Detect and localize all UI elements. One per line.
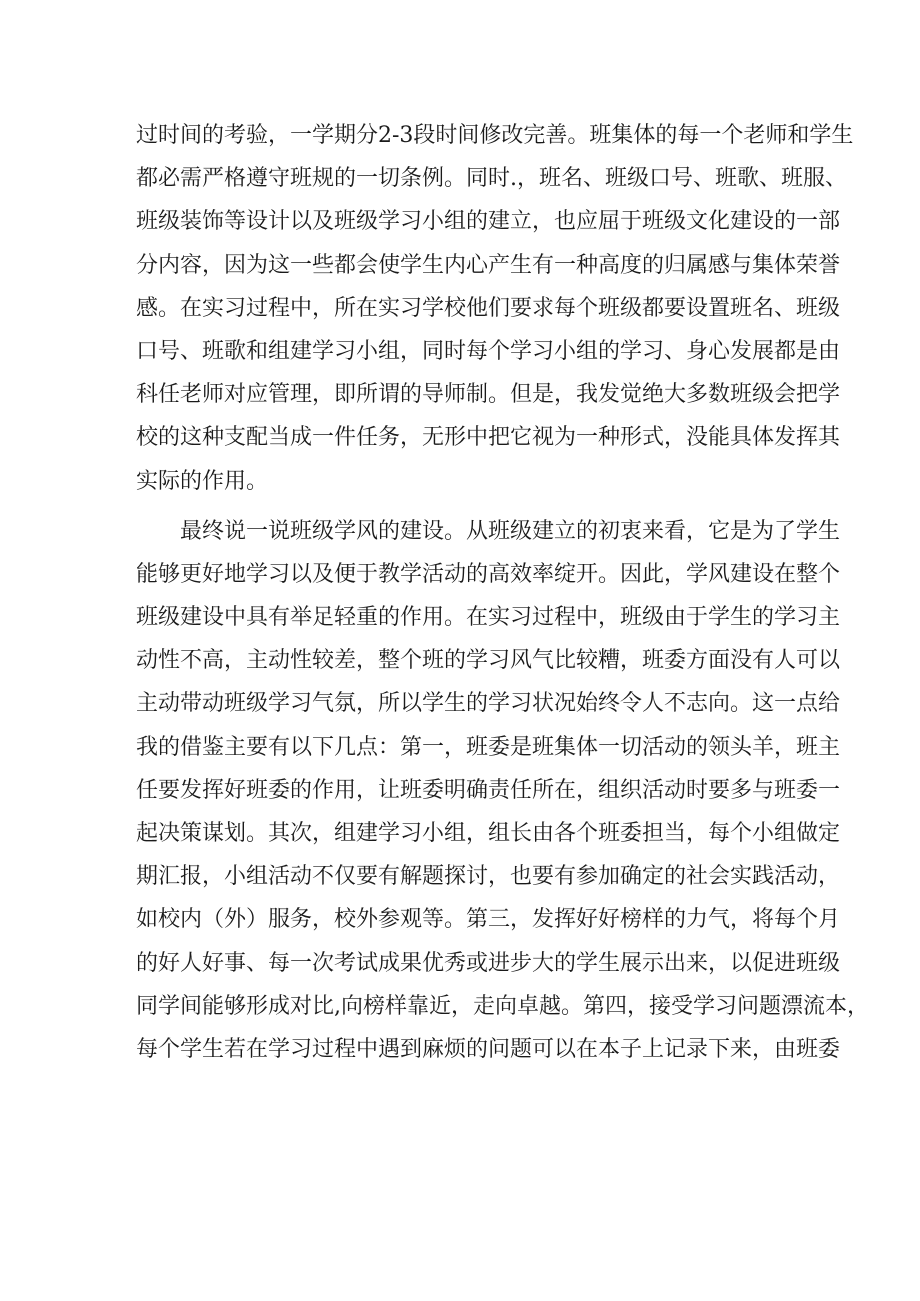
document-body xyxy=(136,114,869,1071)
text-line: 任要发挥好班委的作用，让班委明确责任所在，组织活动时要多与班委一 xyxy=(136,777,841,803)
text-line: 都必需严格遵守班规的一切条例。同时.，班名、班级口号、班歌、班服、 xyxy=(136,166,847,192)
paragraph-study-atmosphere xyxy=(136,510,869,1071)
text-line: 过时间的考验，一学期分2-3段时间修改完善。班集体的每一个老师和学生 xyxy=(136,123,854,148)
text-line: 口号、班歌和组建学习小组，同时每个学习小组的学习、身心发展都是由 xyxy=(136,338,841,364)
text-line: 班级装饰等设计以及班级学习小组的建立，也应屈于班级文化建设的一部 xyxy=(136,209,841,235)
text-line: 科任老师对应管理，即所谓的导师制。但是，我发觉绝大多数班级会把学 xyxy=(136,382,841,408)
text-line: 实际的作用。 xyxy=(136,468,269,494)
text-line: 班级建设中具有举足轻重的作用。在实习过程中，班级由于学生的学习主 xyxy=(136,605,841,631)
text-line: 的好人好事、每一次考试成果优秀或进步大的学生展示出来，以促进班级 xyxy=(136,950,841,976)
text-line: 主动带动班级学习气氛，所以学生的学习状况始终令人不志向。这一点给 xyxy=(136,691,841,717)
text-line: 校的这种支配当成一件任务，无形中把它视为一种形式，没能具体发挥其 xyxy=(136,425,841,451)
text-line: 如校内（外）服务，校外参观等。第三，发挥好好榜样的力气，将每个月 xyxy=(136,907,841,933)
text-line: 动性不高，主动性较差，整个班的学习风气比较糟，班委方面没有人可以 xyxy=(136,648,841,674)
text-line: 同学间能够形成对比,向榜样靠近，走向卓越。第四，接受学习问题漂流本， xyxy=(136,993,869,1019)
text-line: 起决策谋划。其次，组建学习小组，组长由各个班委担当，每个小组做定 xyxy=(136,821,841,846)
text-line: 最终说一说班级学风的建设。从班级建立的初衷来看，它是为了学生 xyxy=(180,518,841,544)
text-line: 能够更好地学习以及便于教学活动的高效率绽开。因此，学风建设在整个 xyxy=(136,561,841,587)
text-line: 期汇报，小组活动不仅要有解题探讨，也要有参加确定的社会实践活动， xyxy=(136,864,841,890)
paragraph-spacer xyxy=(136,503,796,510)
text-line: 分内容，因为这一些都会使学生内心产生有一种高度的归属感与集体荣誉 xyxy=(136,252,841,278)
text-line: 感。在实习过程中，所在实习学校他们要求每个班级都要设置班名、班级 xyxy=(136,295,841,321)
paragraph-class-culture xyxy=(136,114,854,503)
text-line: 每个学生若在学习过程中遇到麻烦的问题可以在本子上记录下来，由班委 xyxy=(136,1036,841,1062)
text-line: 我的借鉴主要有以下几点：第一，班委是班集体一切活动的领头羊，班主 xyxy=(136,734,841,760)
